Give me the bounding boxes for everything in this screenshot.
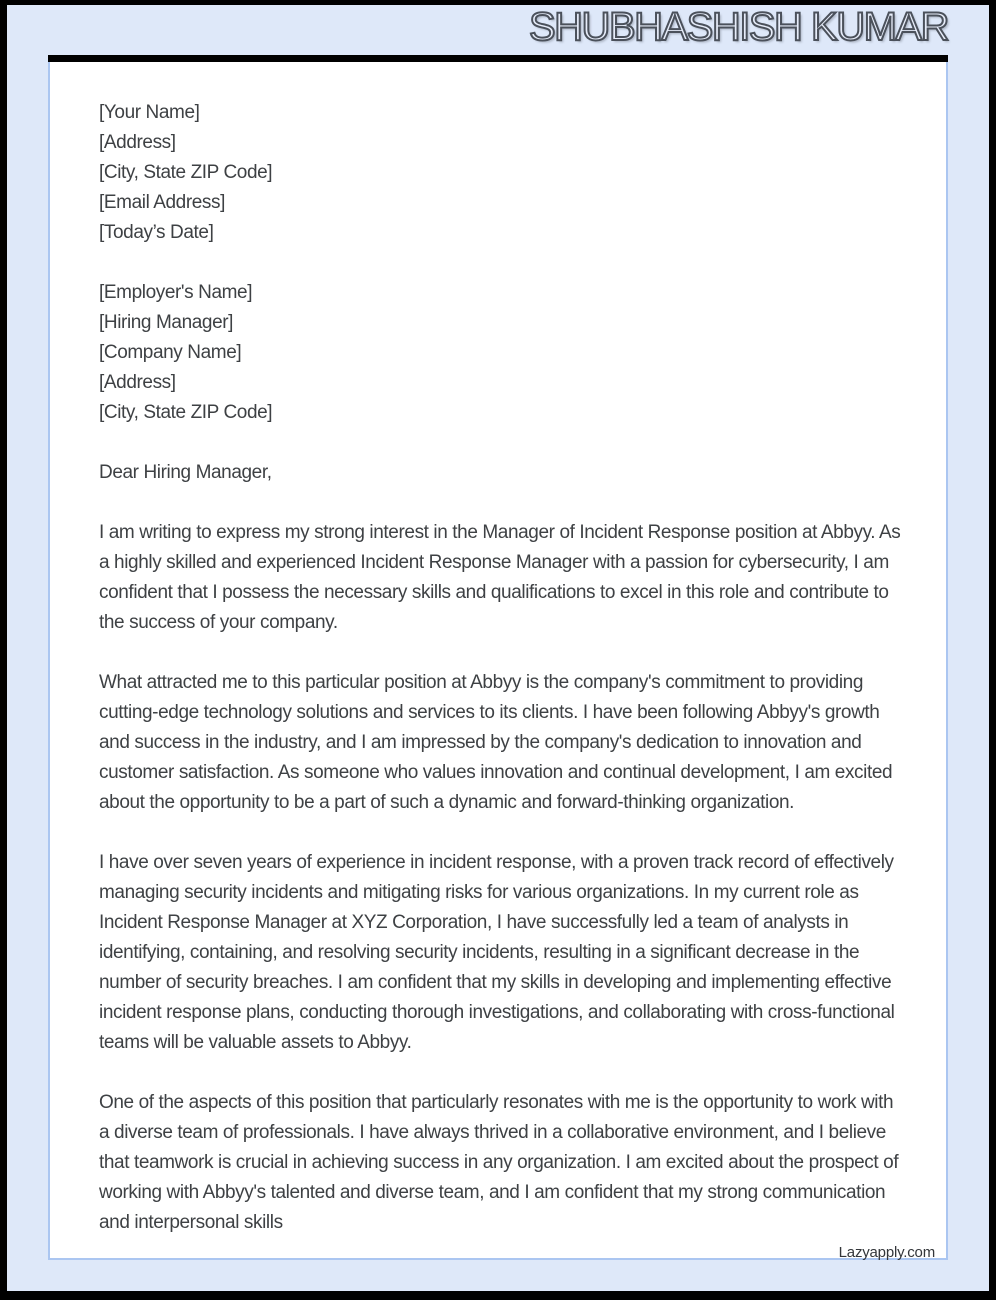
lazyapply-watermark: Lazyapply.com	[838, 1244, 935, 1261]
letter-paragraph: One of the aspects of this position that particularly resonates with me is the opportunity to work with a diverse team of professionals. I have always thrived in a collaborative environment, and I believe that teamwork is crucial in achieving success in any organization. I am excited about the prospect of working with Abbyy's talented and diverse team, and I am confident that my strong communication and interpersonal skills	[99, 1092, 899, 1233]
recipient-address-line: [Hiring Manager]	[99, 312, 234, 333]
recipient-address-line: [Employer's Name]	[99, 282, 253, 303]
salutation: Dear Hiring Manager,	[99, 462, 272, 483]
sender-address-block	[99, 98, 905, 248]
letter-paragraph: I am writing to express my strong interest in the Manager of Incident Response position at Abbyy. As a highly skilled and experienced Incident Response Manager with a passion for cybersecurity, I am confident that I possess the necessary skills and qualifications to excel in this role and contribute to the success of your company.	[99, 522, 901, 633]
letter-body	[99, 98, 905, 1268]
letter-paragraph: What attracted me to this particular position at Abbyy is the company's commitment to providing cutting-edge technology solutions and services to its clients. I have been following Abbyy's growth and success in the industry, and I am impressed by the company's dedication to innovation and customer satisfaction. As someone who values innovation and continual development, I am excited about the opportunity to be a part of such a dynamic and forward-thinking organization.	[99, 672, 893, 813]
recipient-address-line: [City, State ZIP Code]	[99, 402, 273, 423]
sender-address-line: [Email Address]	[99, 192, 225, 213]
sender-address-line: [Your Name]	[99, 102, 200, 123]
letterhead-name: SHUBHASHISH KUMAR	[528, 5, 948, 49]
sender-address-line: [Today’s Date]	[99, 222, 214, 243]
recipient-address-block	[99, 278, 905, 428]
recipient-address-line: [Company Name]	[99, 342, 242, 363]
recipient-address-line: [Address]	[99, 372, 176, 393]
paragraphs	[99, 518, 905, 1238]
sender-address-line: [City, State ZIP Code]	[99, 162, 273, 183]
header-divider	[48, 55, 948, 62]
sender-address-line: [Address]	[99, 132, 176, 153]
letter-paragraph: I have over seven years of experience in incident response, with a proven track record of effectively managing security incidents and mitigating risks for various organizations. In my current role as Incident Response Manager at XYZ Corporation, I have successfully led a team of analysts in identifying, containing, and resolving security incidents, resulting in a significant decrease in the number of security breaches. I am confident that my skills in developing and implementing effective incident response plans, conducting thorough investigations, and collaborating with cross-functional teams will be valuable assets to Abbyy.	[99, 852, 895, 1053]
